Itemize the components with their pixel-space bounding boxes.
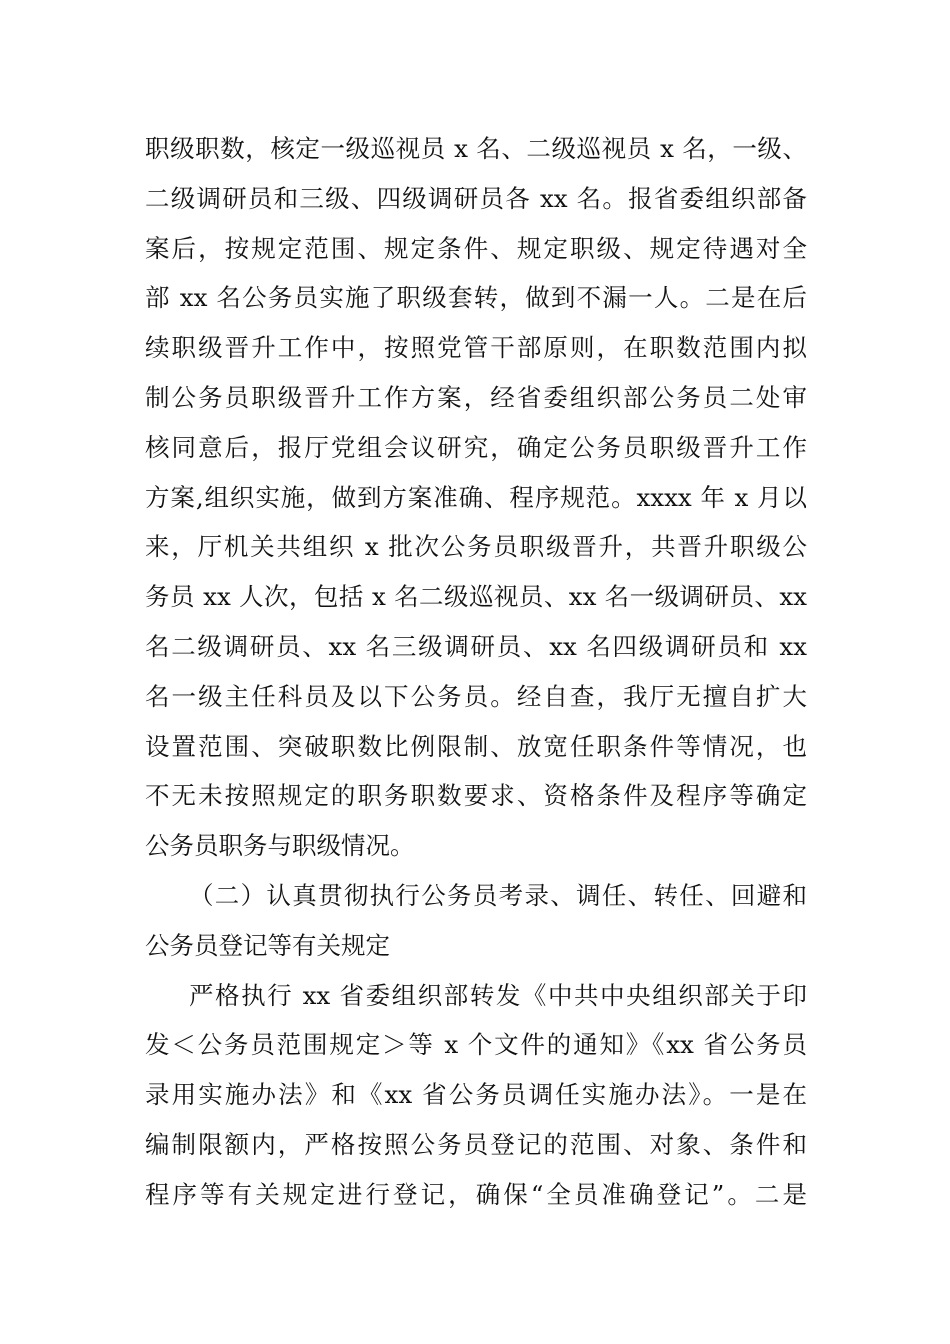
text-line: 公务员职务与职级情况。	[145, 831, 415, 861]
text-line: 方案,组织实施，做到方案准确、程序规范。xxxx 年 x 月以	[145, 482, 807, 512]
text-line: 程序等有关规定进行登记，确保“全员准确登记”。二是	[145, 1179, 807, 1209]
text-line: 编制限额内，严格按照公务员登记的范围、对象、条件和	[145, 1129, 807, 1159]
text-line: 核同意后，报厅党组会议研究，确定公务员职级晋升工作	[145, 432, 807, 462]
text-line: 录用实施办法》和《xx 省公务员调任实施办法》。一是在	[145, 1080, 807, 1110]
text-line: 严格执行 xx 省委组织部转发《中共中央组织部关于印	[189, 980, 807, 1010]
text-line: 设置范围、突破职数比例限制、放宽任职条件等情况，也	[145, 731, 807, 761]
text-line: 务员 xx 人次，包括 x 名二级巡视员、xx 名一级调研员、xx	[145, 582, 807, 612]
text-line: 续职级晋升工作中，按照党管干部原则，在职数范围内拟	[145, 333, 807, 363]
section-heading-line: （二）认真贯彻执行公务员考录、调任、转任、回避和	[189, 880, 807, 910]
section-heading-line: 公务员登记等有关规定	[145, 930, 390, 960]
text-line: 二级调研员和三级、四级调研员各 xx 名。报省委组织部备	[145, 183, 807, 213]
text-line: 部 xx 名公务员实施了职级套转，做到不漏一人。二是在后	[145, 283, 807, 313]
text-line: 名二级调研员、xx 名三级调研员、xx 名四级调研员和 xx	[145, 631, 807, 661]
text-line: 案后，按规定范围、规定条件、规定职级、规定待遇对全	[145, 233, 807, 263]
document-body	[145, 124, 825, 1220]
text-line: 职级职数，核定一级巡视员 x 名、二级巡视员 x 名，一级、	[145, 134, 807, 163]
text-line: 制公务员职级晋升工作方案，经省委组织部公务员二处审	[145, 382, 807, 412]
text-line: 不无未按照规定的职务职数要求、资格条件及程序等确定	[145, 781, 807, 811]
text-line: 发＜公务员范围规定＞等 x 个文件的通知》《xx 省公务员	[145, 1030, 807, 1060]
text-line: 来，厅机关共组织 x 批次公务员职级晋升，共晋升职级公	[145, 532, 807, 562]
text-line: 名一级主任科员及以下公务员。经自查，我厅无擅自扩大	[145, 681, 807, 711]
